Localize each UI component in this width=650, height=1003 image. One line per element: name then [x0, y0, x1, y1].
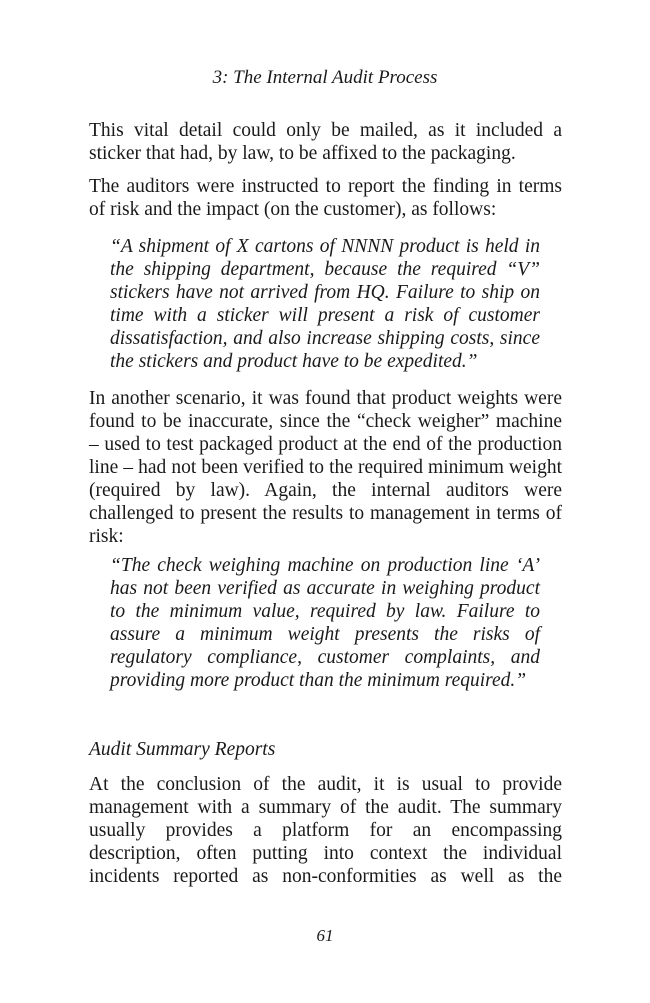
running-head: 3: The Internal Audit Process	[212, 67, 438, 88]
body-paragraph: This vital detail could only be mailed, as it included a sticker that had, by law, to be affixed to the packaging.	[89, 120, 562, 164]
block-quote: “A shipment of X cartons of NNNN product is held in the shipping department, because the required “V” stickers have not arrived from HQ. Failure to ship on time with a sticker will present a risk of customer dissatisfaction, and also increase shipping costs, since the stickers and product have to be expedited.”	[110, 236, 540, 372]
section-heading: Audit Summary Reports	[89, 739, 276, 760]
body-paragraph: At the conclusion of the audit, it is usual to provide management with a summary of the audit. The summary usually provides a platform for an encompassing description, often putting into context the individual incidents reported as non-conformities as well as the	[89, 774, 562, 887]
body-paragraph: The auditors were instructed to report the finding in terms of risk and the impact (on the customer), as follows:	[89, 176, 562, 220]
block-quote: “The check weighing machine on production line ‘A’ has not been verified as accurate in weighing product to the minimum value, required by law. Failure to assure a minimum weight presents the risks of regulatory compliance, customer complaints, and providing more product than the minimum required.”	[110, 555, 540, 691]
body-paragraph: In another scenario, it was found that product weights were found to be inaccurate, since the “check weigher” machine – used to test packaged product at the end of the production line – had not been verified to the required minimum weight (required by law). Again, the internal auditors were challenged to present the results to management in terms of risk:	[89, 388, 562, 547]
page-number: 61	[316, 926, 334, 945]
